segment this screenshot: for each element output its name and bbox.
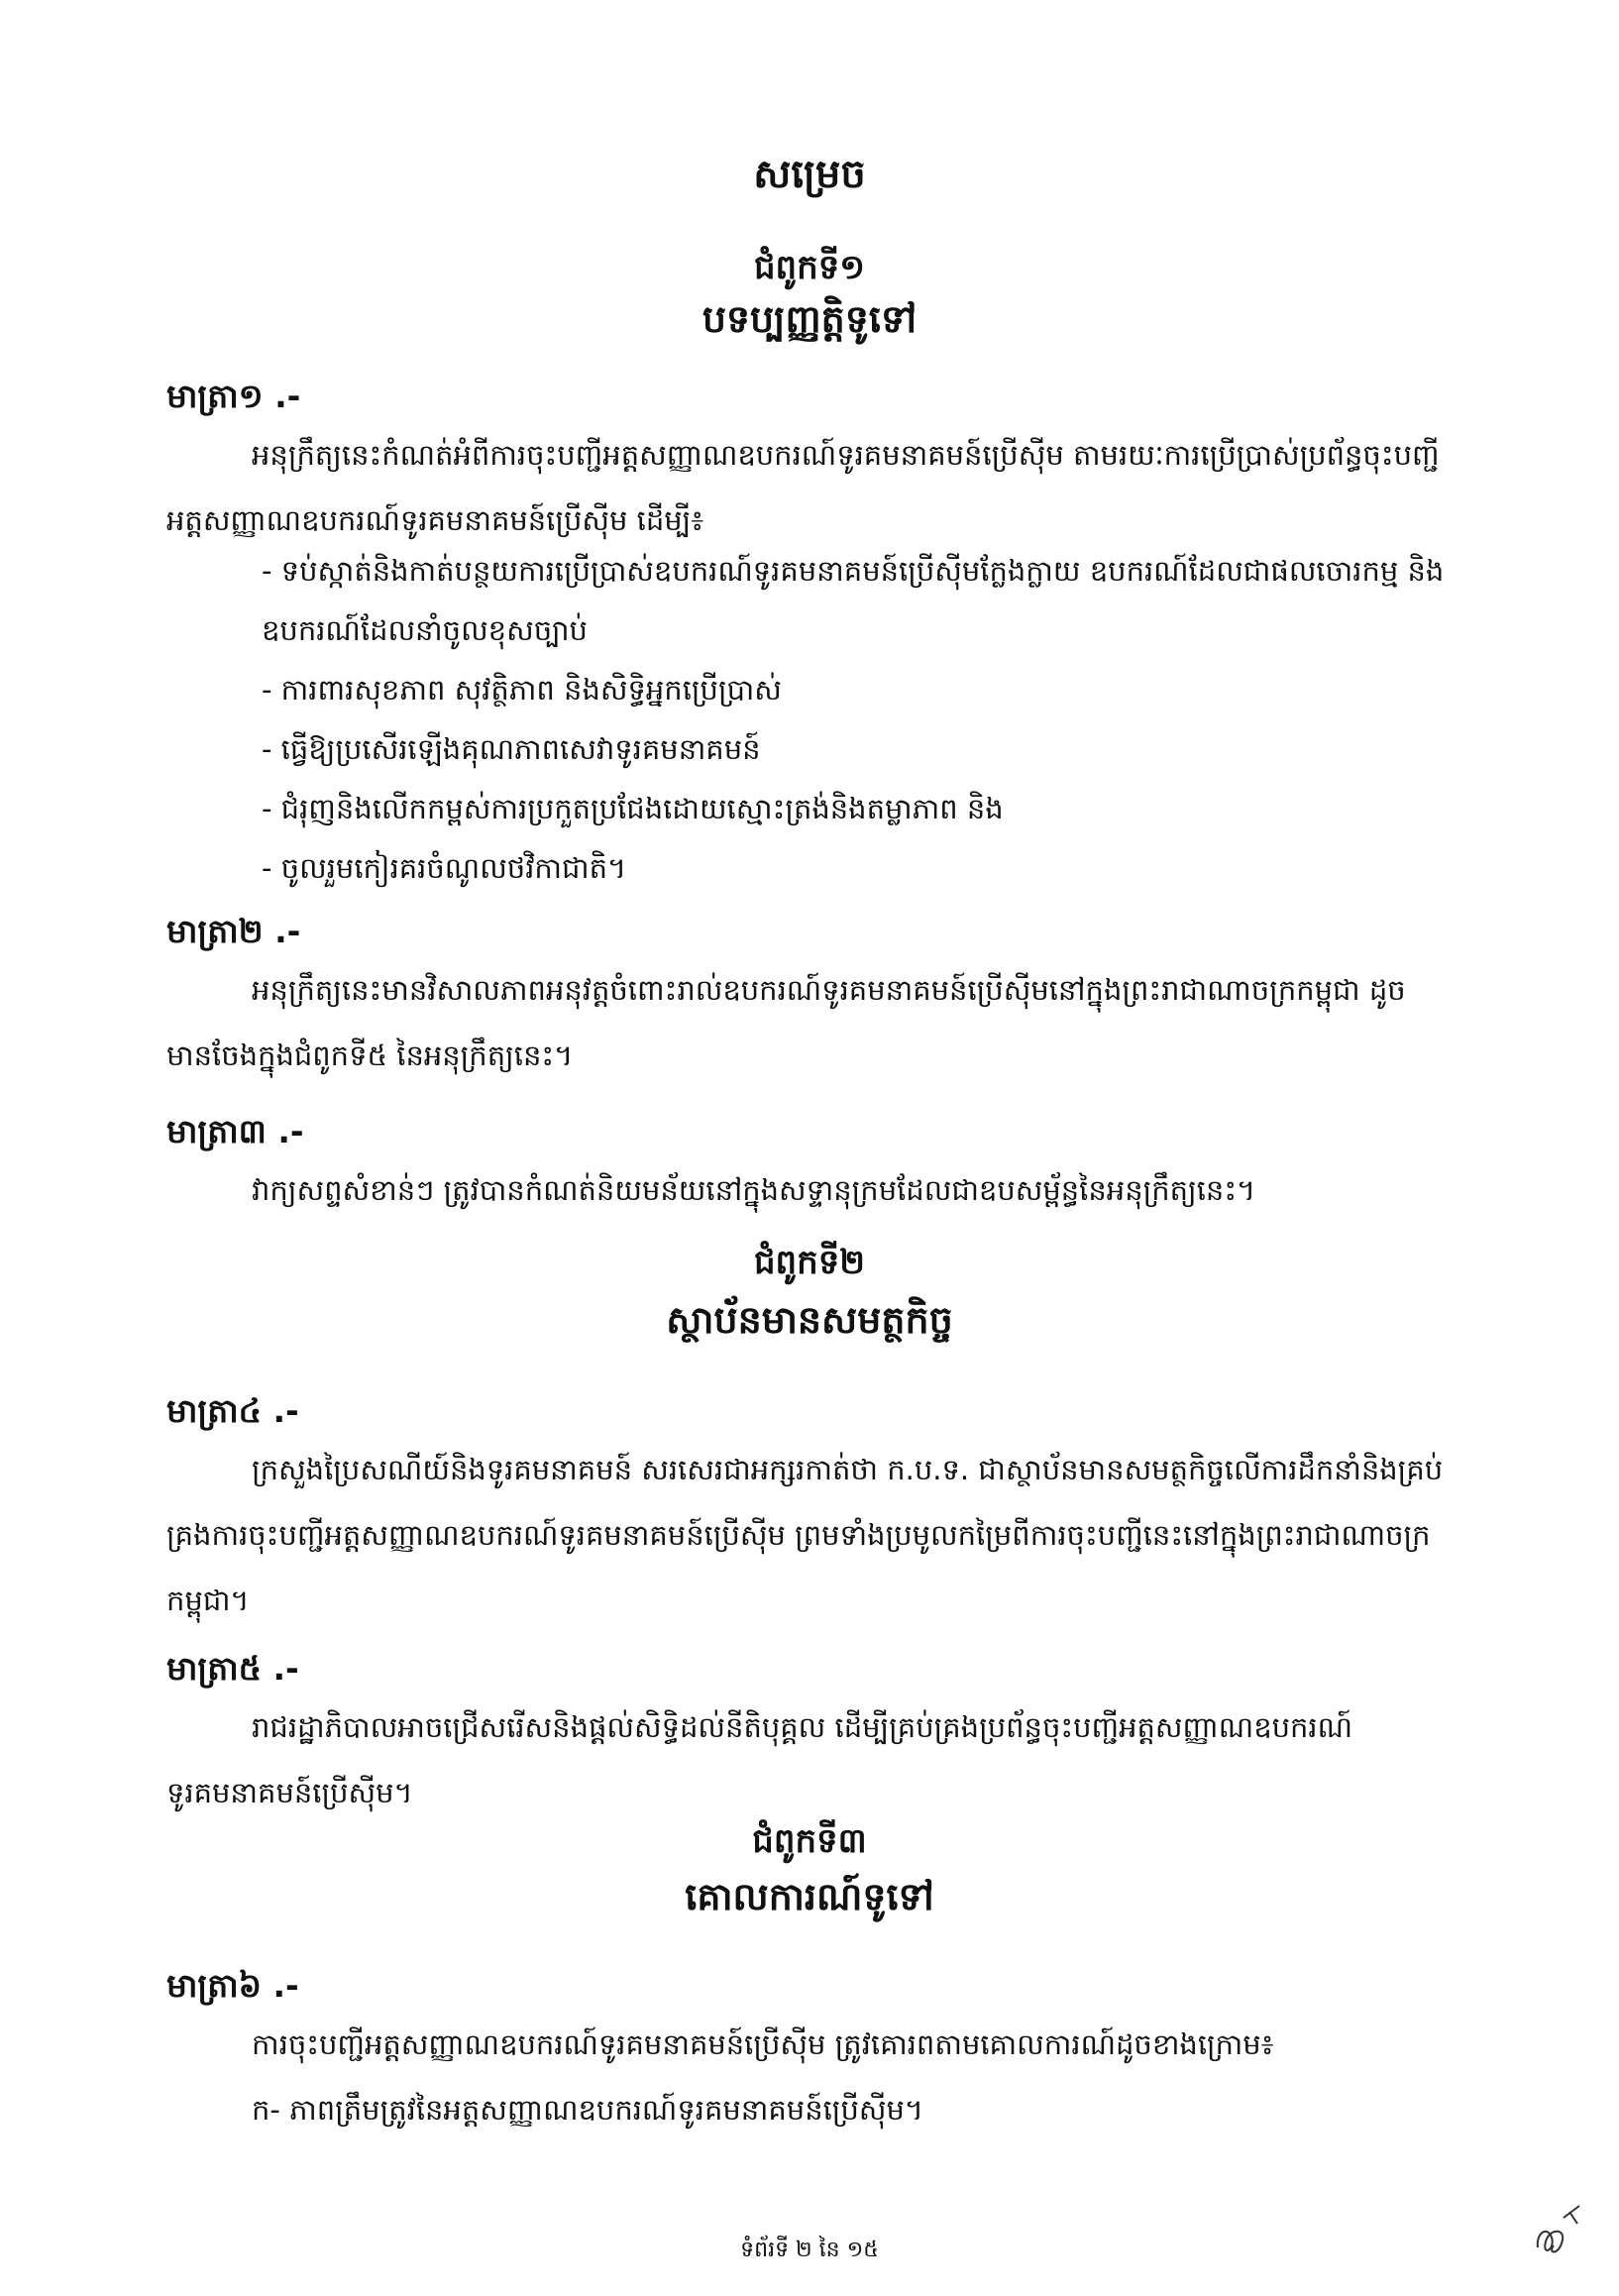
chapter-1-title: បទប្បញ្ញត្តិទូទៅ — [702, 297, 917, 341]
article-4-body: ក្រសួងប្រៃសណីយ៍និងទូរគមនាគមន៍ សរសេរជាអក្សរកាត់ថា ក.ប.ទ. ជាស្ថាប័នមានសមត្ថកិច្ចលើការដឹកនាំនិងគ្រប់គ្រងការចុះបញ្ជីអត្តសញ្ញាណឧបករណ៍ទូរគមនាគមន៍ប្រើស៊ីម ព្រមទាំងប្រមូលកម្រៃពីការចុះបញ្ជីនេះនៅក្នុងព្រះរាជាណាចក្រកម្ពុជា។ — [166, 1453, 1444, 1617]
chapter-2-title: ស្ថាប័នមានសមត្ថកិច្ច — [666, 1298, 953, 1342]
article-5-label: មាត្រា៥ .- — [166, 1649, 299, 1688]
bullet-item: - ធ្វើឱ្យប្រសើរឡើងគុណភាពសេវាទូរគមនាគមន៍ — [262, 732, 761, 766]
article-6-body: ការចុះបញ្ជីអត្តសញ្ញាណឧបករណ៍ទូរគមនាគមន៍ប្រើស៊ីម ត្រូវគោរពតាមគោលការណ៍ដូចខាងក្រោម៖ — [252, 2027, 1274, 2061]
bullet-item: - ចូលរួមកៀរគរចំណូលថវិកាជាតិ។ — [262, 851, 627, 885]
article-1-text — [166, 422, 1472, 553]
chapter-3-label: ជំពូកទី៣ — [752, 1821, 867, 1861]
article-3-label: មាត្រា៣ .- — [166, 1112, 304, 1150]
article-6-sub-body: ក- ភាពត្រឹមត្រូវនៃអត្តសញ្ញាណឧបករណ៍ទូរគមនាគមន៍ប្រើស៊ីម។ — [252, 2093, 923, 2127]
article-3-body: វាក្យសព្ទសំខាន់ៗ ត្រូវបានកំណត់និយមន័យនៅក្នុងសទ្ទានុក្រមដែលជាឧបសម្ព័ន្ធនៃអនុក្រឹត្យនេះ។ — [252, 1173, 1256, 1207]
signature-mark — [1528, 2198, 1587, 2267]
article-5-text — [166, 1695, 1472, 1825]
article-1-bullet-list — [262, 541, 1470, 898]
article-3-text — [166, 1157, 1472, 1223]
article-1-body: អនុក្រឹត្យនេះកំណត់អំពីការចុះបញ្ជីអត្តសញ្ញាណឧបករណ៍ទូរគមនាគមន៍ប្រើស៊ីម តាមរយៈការប្រើប្រាស់ប្រព័ន្ធចុះបញ្ជីអត្តសញ្ញាណឧបករណ៍ទូរគមនាគមន៍ប្រើស៊ីម ដើម្បី៖ — [166, 438, 1440, 537]
chapter-3-title: គោលការណ៍ទូទៅ — [685, 1875, 934, 1918]
article-2-text — [166, 957, 1472, 1088]
article-4-text — [166, 1437, 1472, 1633]
article-4-label: មាត្រា៤ .- — [166, 1391, 299, 1430]
bullet-item: - ជំរុញនិងលើកកម្ពស់ការប្រកួតប្រជែងដោយស្មោះត្រង់និងតម្លាភាព និង — [262, 792, 1004, 825]
article-6-text — [166, 2012, 1472, 2077]
article-2-body: អនុក្រឹត្យនេះមានវិសាលភាពអនុវត្តចំពោះរាល់ឧបករណ៍ទូរគមនាគមន៍ប្រើស៊ីមនៅក្នុងព្រះរាជាណាចក្រកម្ពុជា ដូចមានចែងក្នុងជំពូកទី៥ នៃអនុក្រឹត្យនេះ។ — [166, 973, 1406, 1072]
chapter-2-label: ជំពូកទី២ — [753, 1243, 866, 1282]
article-6-label: មាត្រា៦ .- — [166, 1966, 299, 2005]
bullet-item: - ទប់ស្កាត់និងកាត់បន្ថយការប្រើប្រាស់ឧបករណ៍ទូរគមនាគមន៍ប្រើស៊ីមក្លែងក្លាយ ឧបករណ៍ដែលជាផលចោរកម្ម និងឧបករណ៍ដែលនាំចូលខុសច្បាប់ — [262, 554, 1445, 647]
chapter-1-label: ជំពូកទី១ — [753, 248, 866, 287]
article-1-label: មាត្រា១ .- — [166, 377, 301, 415]
bullet-item: - ការពារសុខភាព សុវត្ថិភាព និងសិទ្ធិអ្នកប្រើប្រាស់ — [262, 673, 782, 707]
page-number: ទំព័រទី ២ នៃ ១៥ — [740, 2238, 879, 2262]
article-6-subitem — [166, 2077, 1472, 2142]
article-5-body: រាជរដ្ឋាភិបាលអាចជ្រើសរើសនិងផ្តល់សិទ្ធិដល់នីតិបុគ្គល ដើម្បីគ្រប់គ្រងប្រព័ន្ធចុះបញ្ជីអត្តសញ្ញាណឧបករណ៍ទូរគមនាគមន៍ប្រើស៊ីម។ — [166, 1710, 1353, 1809]
article-2-label: មាត្រា២ .- — [166, 912, 301, 950]
decision-heading: សម្រេច — [753, 152, 866, 197]
